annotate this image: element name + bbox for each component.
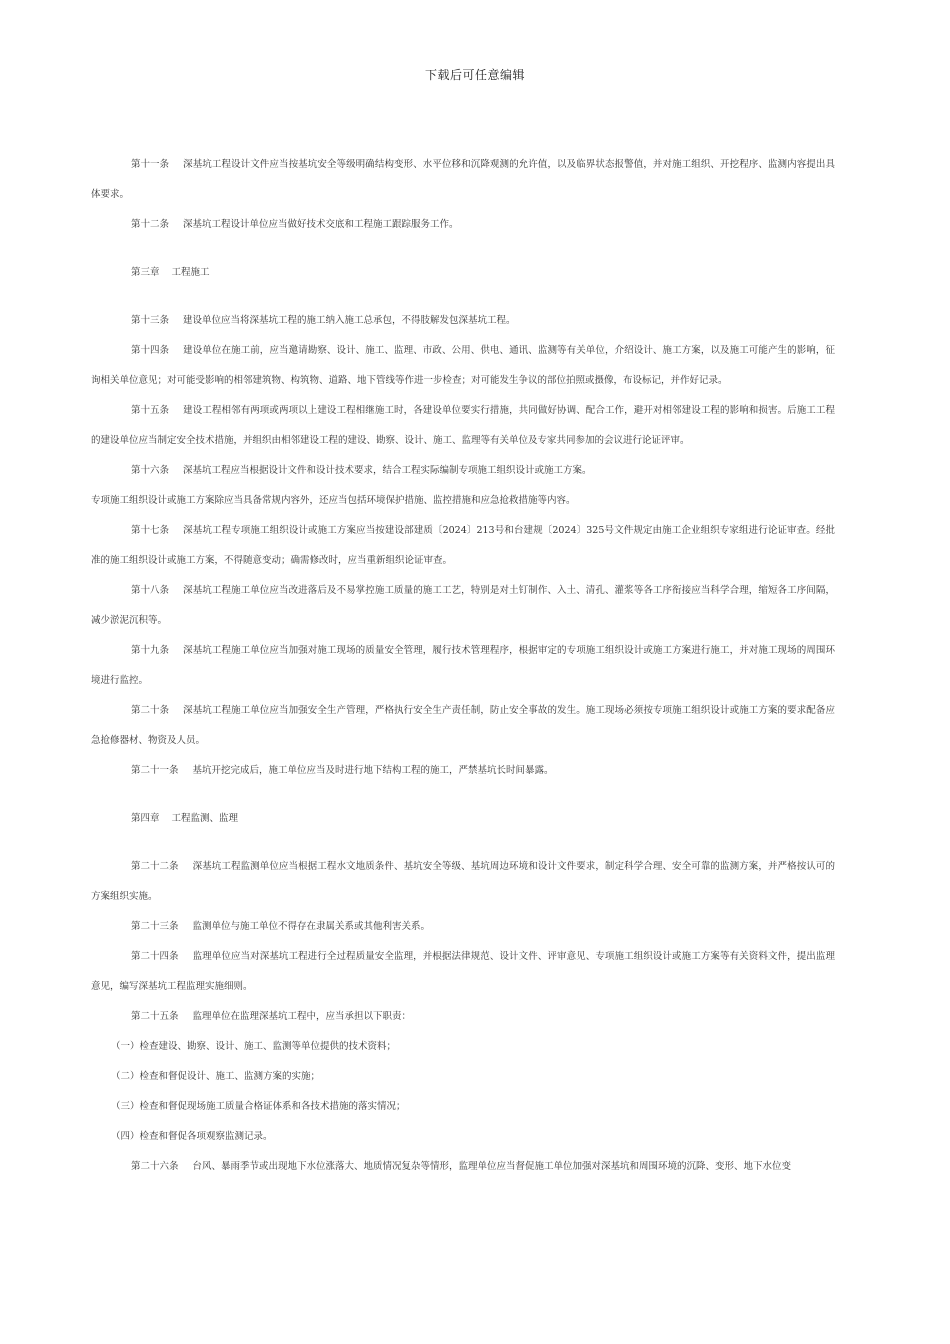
article-number: 第十八条 [131,585,170,596]
article-20 [91,696,835,756]
article-18 [91,576,835,636]
article-number: 第二十一条 [131,765,179,776]
chapter-4-heading [91,804,835,834]
article-text: 监理单位应当对深基坑工程进行全过程质量安全监理，并根据法律规范、设计文件、评审意见、专项施工组织设计或施工方案等有关资料文件，提出监理意见，编写深基坑工程监理实施细则。 [91,951,835,992]
article-number: 第十九条 [131,645,170,656]
article-26 [91,1152,835,1182]
article-number: 第十五条 [131,405,170,416]
list-item-3: （三）检查和督促现场施工质量合格证体系和各技术措施的落实情况； [111,1101,406,1112]
article-text: 监测单位与施工单位不得存在隶属关系或其他利害关系。 [192,921,431,932]
article-number: 第十一条 [131,159,170,170]
article-text: 深基坑工程监测单位应当根据工程水文地质条件、基坑安全等级、基坑周边环境和设计文件要求，制定科学合理、安全可靠的监测方案，并严格按认可的方案组织实施。 [91,861,835,902]
article-text: 深基坑工程施工单位应当加强安全生产管理，严格执行安全生产责任制，防止安全事故的发生。施工现场必须按专项施工组织设计或施工方案的要求配备应急抢修器材、物资及人员。 [91,705,835,746]
article-text: 建设单位在施工前，应当邀请勘察、设计、施工、监理、市政、公用、供电、通讯、监测等有关单位，介绍设计、施工方案，以及施工可能产生的影响，征询相关单位意见；对可能受影响的相邻建筑物、构筑物、道路、地下管线等作进一步检查；对可能发生争议的部位拍照或摄像，布设标记，并作好记录。 [91,345,835,386]
article-24 [91,942,835,1002]
article-number: 第二十六条 [131,1161,179,1172]
article-number: 第二十四条 [131,951,179,962]
article-number: 第十七条 [131,525,170,536]
article-17 [91,516,835,576]
article-15 [91,396,835,456]
article-23 [91,912,835,942]
article-12 [91,210,835,240]
article-25 [91,1002,835,1032]
document-body [91,150,835,1182]
article-text: 深基坑工程专项施工组织设计或施工方案应当按建设部建质〔2024〕213号和台建规〔2024〕325号文件规定由施工企业组织专家组进行论证审查。经批准的施工组织设计或施工方案，不得随意变动；确需修改时，应当重新组织论证审查。 [91,525,835,566]
article-text: 深基坑工程设计单位应当做好技术交底和工程施工跟踪服务工作。 [183,219,459,230]
article-text: 建设单位应当将深基坑工程的施工纳入施工总承包，不得肢解发包深基坑工程。 [183,315,516,326]
article-21 [91,756,835,786]
article-14 [91,336,835,396]
article-text: 深基坑工程施工单位应当加强对施工现场的质量安全管理，履行技术管理程序，根据审定的专项施工组织设计或施工方案进行施工，并对施工现场的周围环境进行监控。 [91,645,835,686]
list-item-4: （四）检查和督促各项观察监测记录。 [111,1131,273,1142]
article-16-continuation: 专项施工组织设计或施工方案除应当具备常规内容外，还应当包括环境保护措施、监控措施和应急抢救措施等内容。 [91,495,576,506]
article-19 [91,636,835,696]
chapter-number: 第三章 [131,267,160,278]
article-text: 深基坑工程设计文件应当按基坑安全等级明确结构变形、水平位移和沉降观测的允许值，以及临界状态报警值，并对施工组织、开挖程序、监测内容提出具体要求。 [91,159,835,200]
chapter-number: 第四章 [131,813,160,824]
article-text: 深基坑工程施工单位应当改进落后及不易掌控施工质量的施工工艺，特别是对土钉制作、入土、清孔、灌浆等各工序衔接应当科学合理，缩短各工序间隔，减少淤泥沉积等。 [91,585,835,626]
list-item-2: （二）检查和督促设计、施工、监测方案的实施； [111,1071,321,1082]
chapter-title: 工程监测、监理 [171,813,239,824]
article-number: 第十二条 [131,219,170,230]
article-text: 基坑开挖完成后，施工单位应当及时进行地下结构工程的施工，严禁基坑长时间暴露。 [192,765,554,776]
article-text: 深基坑工程应当根据设计文件和设计技术要求，结合工程实际编制专项施工组织设计或施工方案。 [183,465,592,476]
article-text: 监理单位在监理深基坑工程中，应当承担以下职责： [192,1011,412,1022]
article-text: 建设工程相邻有两项或两项以上建设工程相继施工时，各建设单位要实行措施，共同做好协调、配合工作，避开对相邻建设工程的影响和损害。后施工工程的建设单位应当制定安全技术措施，并组织由相邻建设工程的建设、勘察、设计、施工、监理等有关单位及专家共同参加的会议进行论证评审。 [91,405,835,446]
article-22 [91,852,835,912]
article-number: 第二十三条 [131,921,179,932]
article-number: 第二十五条 [131,1011,179,1022]
article-13 [91,306,835,336]
article-number: 第二十条 [131,705,170,716]
article-11 [91,150,835,210]
article-number: 第十六条 [131,465,170,476]
article-16 [91,456,835,486]
chapter-3-heading [91,258,835,288]
chapter-title: 工程施工 [171,267,210,278]
page-header-title: 下载后可任意编辑 [424,68,525,82]
article-text: 台风、暴雨季节或出现地下水位涨落大、地质情况复杂等情形，监理单位应当督促施工单位加强对深基坑和周围环境的沉降、变形、地下水位变 [192,1161,792,1172]
article-number: 第十三条 [131,315,170,326]
list-item-1: （一）检查建设、勘察、设计、施工、监测等单位提供的技术资料； [111,1041,397,1052]
article-number: 第十四条 [131,345,170,356]
article-number: 第二十二条 [131,861,179,872]
